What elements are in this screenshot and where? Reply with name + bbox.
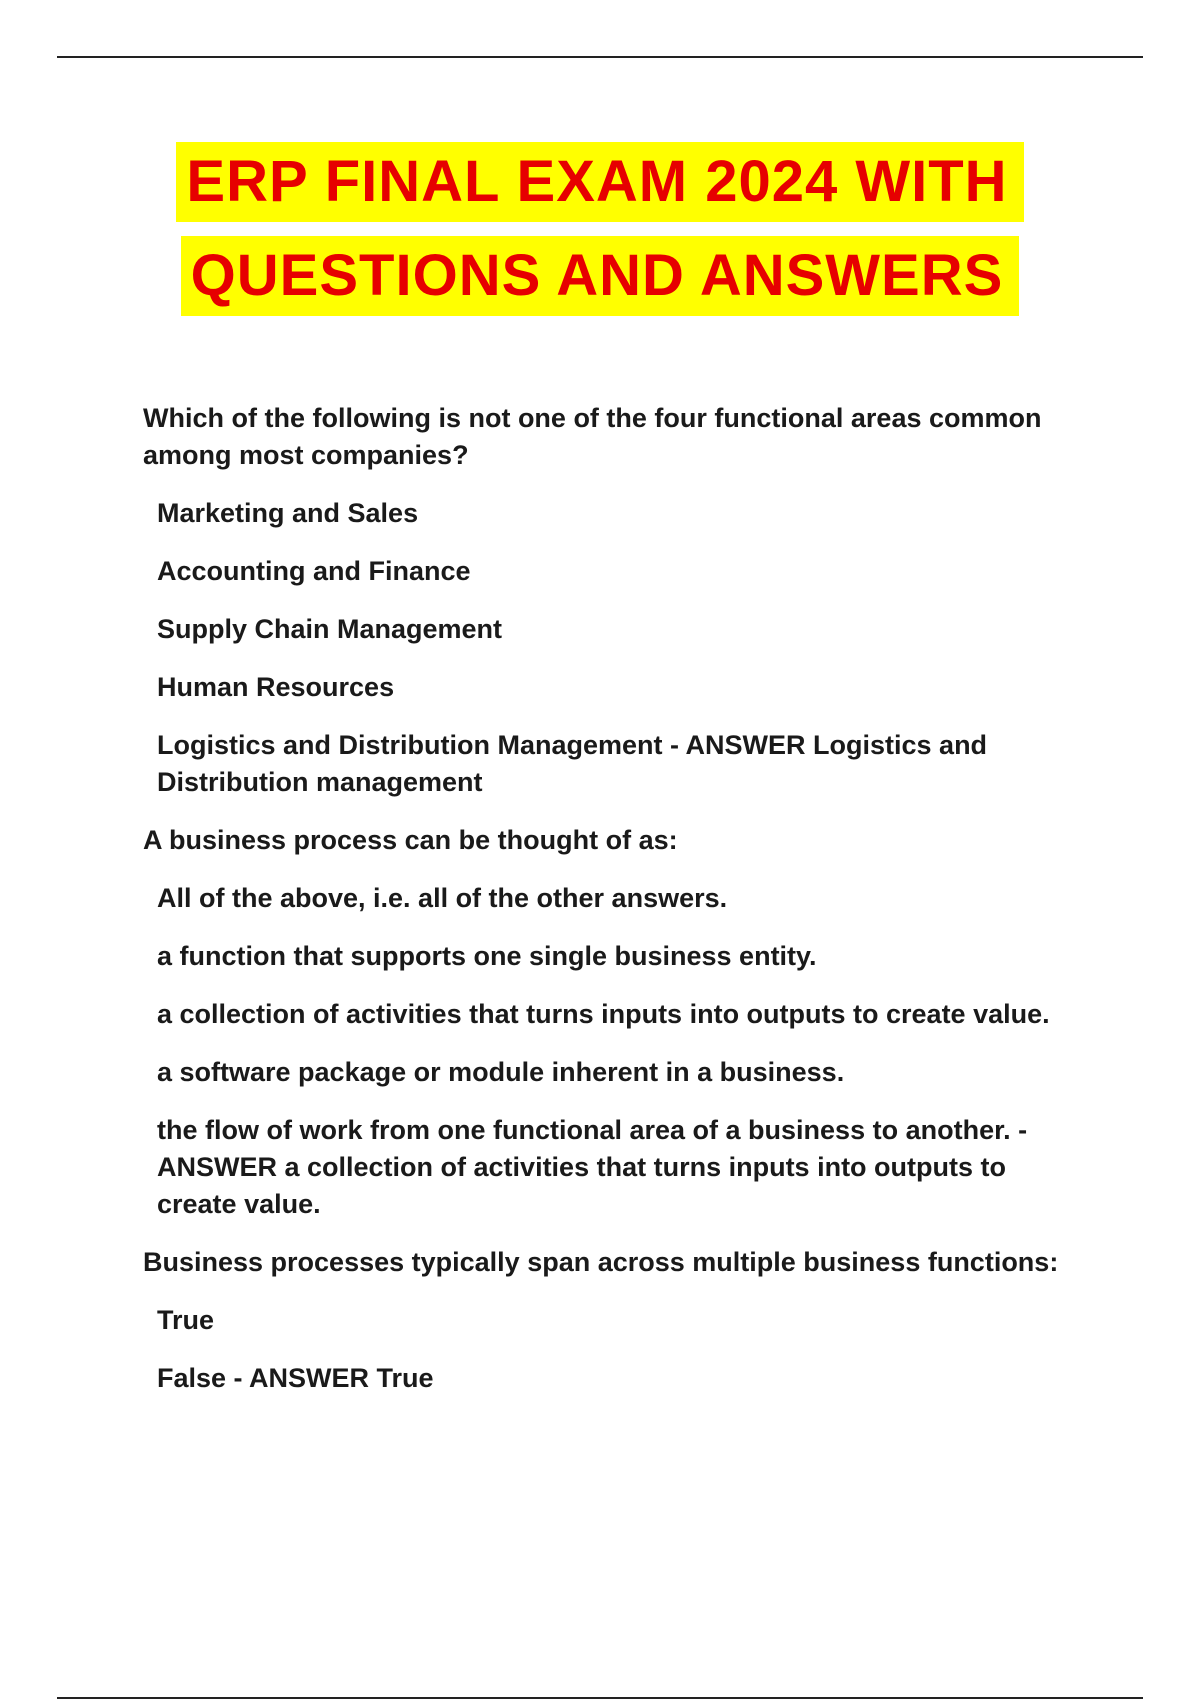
question-2-option-4: a software package or module inherent in a business. bbox=[157, 1057, 845, 1087]
title-line-1: ERP FINAL EXAM 2024 WITH bbox=[176, 142, 1023, 222]
question-1-option-2: Accounting and Finance bbox=[157, 556, 471, 586]
question-1-text: Which of the following is not one of the four functional areas common among most companies? bbox=[143, 403, 1042, 470]
question-1-option-5-answer: Logistics and Distribution Management - ANSWER Logistics and Distribution management bbox=[157, 730, 988, 797]
title-line-1-wrapper bbox=[0, 142, 1200, 222]
question-2-option-2: a function that supports one single business entity. bbox=[157, 941, 817, 971]
document-body bbox=[143, 400, 1083, 1418]
question-3-option-2-answer: False - ANSWER True bbox=[157, 1363, 434, 1393]
question-1-option-4: Human Resources bbox=[157, 672, 395, 702]
question-2-option-1: All of the above, i.e. all of the other answers. bbox=[157, 883, 728, 913]
question-3-text: Business processes typically span across multiple business functions: bbox=[143, 1247, 1059, 1277]
question-2-option-5-answer: the flow of work from one functional area of a business to another. - ANSWER a collection of activities that turns inputs into outputs to create value. bbox=[157, 1115, 1028, 1219]
title-line-2: QUESTIONS AND ANSWERS bbox=[181, 236, 1020, 316]
question-1-option-1: Marketing and Sales bbox=[157, 498, 419, 528]
question-1-option-3: Supply Chain Management bbox=[157, 614, 503, 644]
document-title bbox=[0, 142, 1200, 330]
bottom-rule bbox=[57, 1697, 1143, 1699]
title-line-2-wrapper bbox=[0, 236, 1200, 316]
question-2-text: A business process can be thought of as: bbox=[143, 825, 678, 855]
question-2-option-3: a collection of activities that turns inputs into outputs to create value. bbox=[157, 999, 1050, 1029]
question-3-option-1: True bbox=[157, 1305, 215, 1335]
top-rule bbox=[57, 56, 1143, 58]
